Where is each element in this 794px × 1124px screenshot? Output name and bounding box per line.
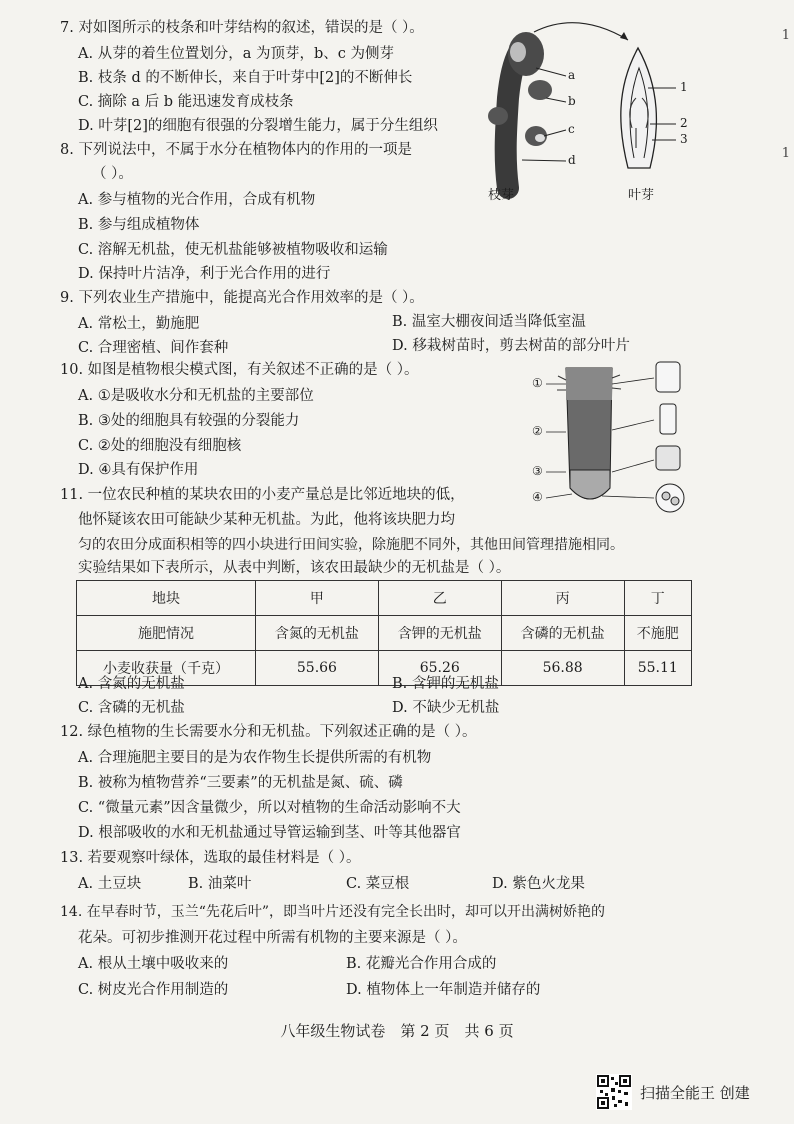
question-12 — [60, 722, 477, 742]
question-8-text: 8. 下列说法中，不属于水分在植物体内的作用的一项是 — [60, 142, 412, 158]
root-tip-illustration — [530, 360, 700, 520]
option-text: D. 保持叶片洁净，利于光合作用的进行 — [78, 266, 331, 282]
question-12-text: 12. 绿色植物的生长需要水分和无机盐。下列叙述正确的是（ ）。 — [60, 724, 477, 740]
option-8b — [78, 215, 199, 235]
question-10-text: 10. 如图是植物根尖模式图，有关叙述不正确的是（ ）。 — [60, 362, 419, 378]
option-text: C. ②处的细胞没有细胞核 — [78, 438, 242, 454]
question-text: 他怀疑该农田可能缺少某种无机盐。为此，他将该块肥力均 — [78, 512, 455, 528]
option-text: B. 被称为植物营养“三要素”的无机盐是氮、硫、磷 — [78, 775, 403, 791]
answer-paren: （ ）。 — [92, 166, 133, 182]
question-9 — [60, 288, 424, 308]
option-13b — [188, 874, 251, 894]
scanner-watermark: 扫描全能王 创建 — [640, 1084, 750, 1102]
option-text: D. 叶芽[2]的细胞有很强的分裂增生能力，属于分生组织 — [78, 118, 438, 134]
branch-bud-illustration — [478, 18, 698, 203]
option-text: A. ①是吸收水分和无机盐的主要部位 — [78, 388, 314, 404]
option-text: D. 根部吸收的水和无机盐通过导管运输到茎、叶等其他器官 — [78, 825, 461, 841]
table-cell: 56.88 — [501, 651, 624, 686]
option-text: B. 油菜叶 — [188, 876, 252, 892]
option-text: A. 合理施肥主要目的是为农作物生长提供所需的有机物 — [78, 750, 432, 766]
label-zone-3: ③ — [532, 464, 543, 478]
question-7 — [60, 18, 424, 38]
option-text: A. 从芽的着生位置划分，a 为顶芽，b、c 为侧芽 — [78, 46, 394, 62]
table-cell: 含磷的无机盐 — [501, 616, 624, 651]
question-14-line2 — [78, 928, 467, 948]
label-zone-4: ④ — [532, 490, 543, 504]
option-9c — [78, 338, 228, 358]
option-text: B. 含钾的无机盐 — [392, 676, 499, 692]
option-text: A. 常松土，勤施肥 — [78, 316, 200, 332]
question-10 — [60, 360, 419, 380]
option-11c — [78, 698, 185, 718]
question-11-line4 — [78, 558, 510, 578]
question-text: 花朵。可初步推测开花过程中所需有机物的主要来源是（ ）。 — [78, 930, 467, 946]
option-8c — [78, 240, 388, 260]
option-13d — [492, 874, 585, 894]
option-7b — [78, 68, 412, 88]
option-text: C. 含磷的无机盐 — [78, 700, 185, 716]
table-cell: 施肥情况 — [77, 616, 256, 651]
table-cell: 小麦收获量（千克） — [77, 651, 256, 686]
edge-mark: 1 — [781, 28, 790, 43]
question-14-text: 14. 在早春时节，玉兰“先花后叶”，即当叶片还没有完全长出时，却可以开出满树娇艳的 — [60, 904, 606, 920]
option-text: C. 摘除 a 后 b 能迅速发育成枝条 — [78, 94, 294, 110]
qr-code-icon — [596, 1074, 632, 1110]
option-7c — [78, 92, 294, 112]
table-header-cell: 乙 — [378, 581, 501, 616]
option-10d — [78, 460, 198, 480]
option-text: C. 溶解无机盐，使无机盐能够被植物吸收和运输 — [78, 242, 388, 258]
option-10a — [78, 386, 314, 406]
option-text: D. 移栽树苗时，剪去树苗的部分叶片 — [392, 338, 630, 354]
question-8 — [60, 140, 412, 160]
option-7a — [78, 44, 394, 64]
option-9a — [78, 314, 199, 334]
question-14 — [60, 902, 605, 922]
question-text: 实验结果如下表所示，从表中判断，该农田最缺少的无机盐是（ ）。 — [78, 560, 511, 576]
option-11a — [78, 674, 185, 694]
page-footer: 八年级生物试卷 第 2 页 共 6 页 — [280, 1022, 514, 1040]
label-zone-2: ② — [532, 424, 543, 438]
option-12c — [78, 798, 461, 818]
option-14c — [78, 980, 228, 1000]
option-13c — [346, 874, 409, 894]
option-text: C. 合理密植、间作套种 — [78, 340, 229, 356]
question-11 — [60, 485, 465, 505]
option-14b — [346, 954, 496, 974]
option-text: A. 土豆块 — [78, 876, 142, 892]
option-7d — [78, 116, 438, 136]
option-8a — [78, 190, 315, 210]
question-11-line2 — [78, 510, 455, 530]
label-bud-1: 1 — [680, 80, 688, 94]
question-13 — [60, 848, 361, 868]
table-cell: 含钾的无机盐 — [378, 616, 501, 651]
option-text: C. 树皮光合作用制造的 — [78, 982, 229, 998]
option-text: C. “微量元素”因含量微少，所以对植物的生命活动影响不大 — [78, 800, 461, 816]
label-b: b — [568, 94, 576, 108]
table-cell: 55.11 — [624, 651, 691, 686]
option-9d — [392, 336, 630, 356]
table-header-cell: 地块 — [77, 581, 256, 616]
option-10b — [78, 411, 299, 431]
option-text: D. ④具有保护作用 — [78, 462, 199, 478]
option-text: D. 紫色火龙果 — [492, 876, 585, 892]
option-12b — [78, 773, 403, 793]
question-7-text: 7. 对如图所示的枝条和叶芽结构的叙述，错误的是（ ）。 — [60, 20, 424, 36]
option-14a — [78, 954, 228, 974]
option-10c — [78, 436, 241, 456]
label-zone-1: ① — [532, 376, 543, 390]
option-text: D. 植物体上一年制造并储存的 — [346, 982, 541, 998]
option-14d — [346, 980, 540, 1000]
option-text: B. ③处的细胞具有较强的分裂能力 — [78, 413, 300, 429]
table-row — [77, 616, 692, 651]
option-text: C. 菜豆根 — [346, 876, 410, 892]
question-13-text: 13. 若要观察叶绿体，选取的最佳材料是（ ）。 — [60, 850, 361, 866]
option-text: B. 枝条 d 的不断伸长，来自于叶芽中[2]的不断伸长 — [78, 70, 413, 86]
label-bud-2: 2 — [680, 116, 688, 130]
option-9b — [392, 312, 586, 332]
caption-leaf-bud: 叶芽 — [628, 188, 655, 203]
question-8-paren — [92, 164, 133, 184]
table-header-cell: 甲 — [256, 581, 379, 616]
question-text: 匀的农田分成面积相等的四小块进行田间实验，除施肥不同外，其他田间管理措施相同。 — [78, 537, 624, 553]
label-a: a — [568, 68, 576, 82]
option-11b — [392, 674, 499, 694]
option-text: A. 根从土壤中吸收来的 — [78, 956, 229, 972]
option-text: A. 参与植物的光合作用，合成有机物 — [78, 192, 316, 208]
option-8d — [78, 264, 330, 284]
table-row — [77, 581, 692, 616]
table-cell: 55.66 — [256, 651, 379, 686]
option-11d — [392, 698, 499, 718]
option-text: A. 含氮的无机盐 — [78, 676, 185, 692]
table-cell: 65.26 — [378, 651, 501, 686]
table-cell: 含氮的无机盐 — [256, 616, 379, 651]
option-13a — [78, 874, 141, 894]
table-header-cell: 丙 — [501, 581, 624, 616]
root-tip-figure — [530, 360, 700, 520]
table-header-cell: 丁 — [624, 581, 691, 616]
option-12d — [78, 823, 461, 843]
option-text: B. 花瓣光合作用合成的 — [346, 956, 497, 972]
question-11-text: 11. 一位农民种植的某块农田的小麦产量总是比邻近地块的低， — [60, 487, 465, 503]
option-12a — [78, 748, 431, 768]
branch-bud-figure — [478, 18, 698, 203]
fertilizer-results-table — [76, 580, 692, 686]
edge-mark: 1 — [781, 146, 790, 161]
label-d: d — [568, 153, 576, 167]
question-11-line3 — [78, 535, 624, 555]
option-text: B. 参与组成植物体 — [78, 217, 200, 233]
label-c: c — [568, 122, 575, 136]
option-text: B. 温室大棚夜间适当降低室温 — [392, 314, 586, 330]
option-text: D. 不缺少无机盐 — [392, 700, 500, 716]
caption-branch: 枝芽 — [488, 188, 515, 203]
label-bud-3: 3 — [680, 132, 688, 146]
table-cell: 不施肥 — [624, 616, 691, 651]
question-9-text: 9. 下列农业生产措施中，能提高光合作用效率的是（ ）。 — [60, 290, 424, 306]
